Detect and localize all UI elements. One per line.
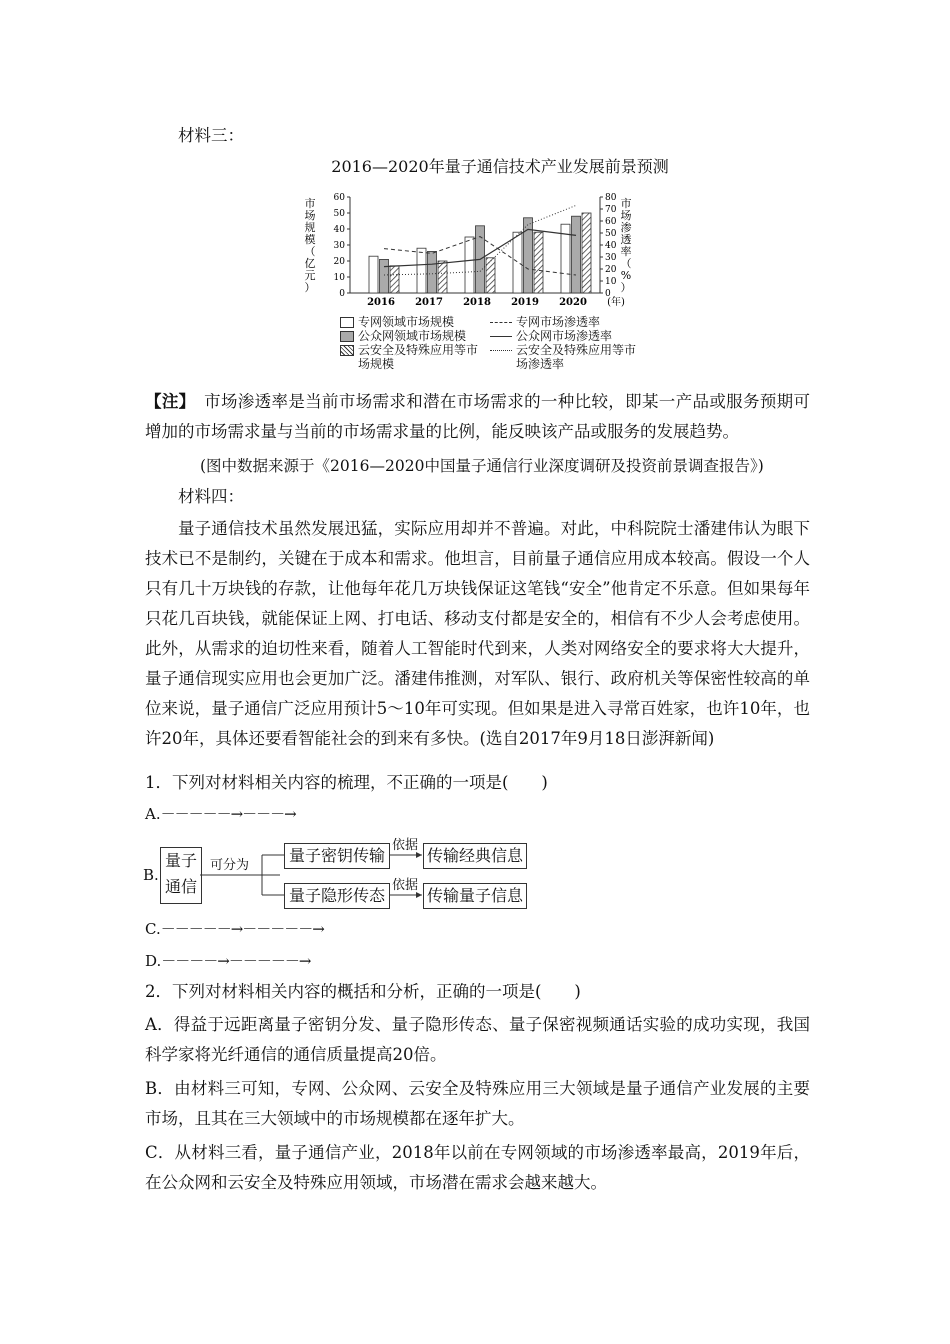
hatched-bar-swatch bbox=[340, 345, 354, 356]
right-tick-label: 60 bbox=[605, 217, 617, 227]
legend-item: 公众网领域市场规模 bbox=[340, 329, 490, 343]
diagram-root: 量子 通信 bbox=[160, 847, 202, 904]
gray-bar-swatch bbox=[340, 331, 354, 342]
left-axis-title-char: （ bbox=[304, 245, 316, 258]
dashed-line-swatch bbox=[490, 322, 512, 323]
left-axis-title-char: 亿 bbox=[304, 257, 316, 270]
right-tick-label: 30 bbox=[605, 253, 617, 263]
legend-item: 专网领域市场规模 bbox=[340, 315, 490, 329]
bar bbox=[513, 232, 522, 293]
right-tick-label: 40 bbox=[605, 241, 617, 251]
x-unit-label: (年) bbox=[607, 297, 625, 308]
option-b-label: B. bbox=[143, 866, 159, 884]
split-label: 可分为 bbox=[210, 858, 250, 873]
solid-line-swatch bbox=[490, 336, 512, 337]
right-tick-label: 10 bbox=[605, 277, 617, 287]
option-d-placeholder: －－－－→－－－－－→ bbox=[161, 952, 311, 970]
option-c-label: C. bbox=[145, 920, 161, 938]
right-axis-title-char: 市 bbox=[620, 197, 632, 210]
material4-text: 量子通信技术虽然发展迅猛，实际应用却并不普遍。对此，中科院院士潘建伟认为眼下技术已不是制约，关键在于成本和需求。他坦言，目前量子通信应用成本较高。假设一个人只有几十万块钱的存款，让他每年花几万块钱保证这笔钱“安全”他肯定不乐意。但如果每年只花几百块钱，就能保证上网、打电话、移动支付都是安全的，相信有不少人会考虑使用。此外，从需求的迫切性来看，随着人工智能时代到来，人类对网络安全的要求将大大提升，量子通信现实应用也会更加广泛。潘建伟推测，对军队、银行、政府机关等保密性较高的单位来说，量子通信广泛应用预计5～10年可实现。但如果是进入寻常百姓家，也许10年，也许20年，具体还要看智能社会的到来有多快。(选自2017年9月18日澎湃新闻) bbox=[145, 519, 810, 748]
option-c[interactable] bbox=[145, 918, 324, 939]
node-teleportation: 量子隐形传态 bbox=[284, 883, 390, 909]
material3-label: 材料三： bbox=[178, 126, 244, 145]
left-axis-title-char: 模 bbox=[304, 233, 316, 246]
target-classic: 传输经典信息 bbox=[423, 843, 527, 869]
x-tick-label: 2019 bbox=[511, 297, 539, 308]
right-axis-title-char: （ bbox=[620, 257, 632, 270]
left-tick-label: 40 bbox=[333, 225, 345, 235]
bar bbox=[534, 232, 543, 293]
question-1: 1．下列对材料相关内容的梳理，不正确的一项是( ) bbox=[145, 773, 548, 792]
q2-option-b[interactable]: B．由材料三可知，专网、公众网、云安全及特殊应用三大领域是量子通信产业发展的主要市场，且其在三大领域中的市场规模都在逐年扩大。 bbox=[145, 1079, 810, 1128]
option-a-placeholder: －－－－－→－－－→ bbox=[160, 805, 296, 823]
left-tick-label: 0 bbox=[339, 289, 345, 299]
option-d[interactable] bbox=[145, 950, 310, 971]
right-axis-title-char: 率 bbox=[620, 245, 632, 258]
chart-legend bbox=[340, 315, 640, 371]
right-tick-label: 0 bbox=[605, 289, 611, 299]
market-chart bbox=[300, 185, 640, 313]
x-tick-label: 2018 bbox=[463, 297, 491, 308]
right-axis-title-char: 场 bbox=[620, 209, 632, 222]
right-tick-label: 80 bbox=[605, 193, 617, 203]
option-c-placeholder: －－－－－→－－－－－→ bbox=[160, 920, 324, 938]
target-quantum: 传输量子信息 bbox=[423, 883, 527, 909]
left-tick-label: 60 bbox=[333, 193, 345, 203]
material4-label: 材料四： bbox=[178, 487, 244, 506]
option-d-label: D. bbox=[145, 952, 162, 970]
q2-option-a[interactable]: A．得益于远距离量子密钥分发、量子隐形传态、量子保密视频通话实验的成功实现，我国科学家将光纤通信的通信质量提高20倍。 bbox=[145, 1015, 810, 1064]
bar bbox=[465, 237, 474, 293]
bar bbox=[572, 216, 581, 293]
bar bbox=[380, 259, 389, 293]
x-tick-label: 2017 bbox=[415, 297, 443, 308]
relation-label: 依据 bbox=[392, 838, 419, 853]
note bbox=[145, 387, 810, 447]
bar bbox=[582, 213, 591, 293]
left-axis-title-char: ） bbox=[304, 281, 316, 294]
question-2: 2．下列对材料相关内容的概括和分析，正确的一项是( ) bbox=[145, 982, 581, 1001]
right-tick-label: 70 bbox=[605, 205, 617, 215]
right-axis-title-char: 渗 bbox=[620, 221, 632, 234]
bar bbox=[428, 251, 437, 293]
legend-item: 云安全及特殊应用等市场渗透率 bbox=[490, 343, 640, 371]
left-tick-label: 50 bbox=[333, 209, 345, 219]
chart-title: 2016—2020年量子通信技术产业发展前景预测 bbox=[331, 157, 669, 176]
option-a[interactable] bbox=[145, 803, 296, 824]
dotted-line-swatch bbox=[490, 350, 512, 351]
left-axis-title-char: 元 bbox=[304, 269, 316, 282]
x-tick-label: 2016 bbox=[367, 297, 395, 308]
bar bbox=[438, 261, 447, 293]
left-axis-title-char: 规 bbox=[304, 221, 316, 234]
x-tick-label: 2020 bbox=[559, 297, 587, 308]
right-axis-title-char: 透 bbox=[620, 233, 632, 246]
relation-label: 依据 bbox=[392, 878, 419, 893]
legend-item: 公众网市场渗透率 bbox=[490, 329, 640, 343]
q2-option-c[interactable]: C．从材料三看，量子通信产业，2018年以前在专网领域的市场渗透率最高，2019年后，在公众网和云安全及特殊应用领域，市场潜在需求会越来越大。 bbox=[145, 1143, 810, 1192]
legend-item: 云安全及特殊应用等市场规模 bbox=[340, 343, 490, 371]
option-a-label: A. bbox=[145, 805, 161, 823]
right-tick-label: 50 bbox=[605, 229, 617, 239]
right-tick-label: 20 bbox=[605, 265, 617, 275]
white-bar-swatch bbox=[340, 317, 354, 328]
source-line: (图中数据来源于《2016—2020中国量子通信行业深度调研及投资前景调查报告》) bbox=[200, 457, 764, 475]
left-tick-label: 10 bbox=[333, 273, 345, 283]
right-axis-title-char: % bbox=[620, 269, 632, 282]
note-tag: 【注】 bbox=[145, 392, 188, 411]
left-tick-label: 20 bbox=[333, 257, 345, 267]
bar bbox=[486, 258, 495, 293]
node-key-distribution: 量子密钥传输 bbox=[284, 843, 390, 869]
bar bbox=[417, 248, 426, 293]
left-tick-label: 30 bbox=[333, 241, 345, 251]
note-text: 市场渗透率是当前市场需求和潜在市场需求的一种比较，即某一产品或服务预期可增加的市场需求量与当前的市场需求量的比例，能反映该产品或服务的发展趋势。 bbox=[145, 392, 811, 441]
bar bbox=[369, 256, 378, 293]
left-axis-title-char: 市 bbox=[304, 197, 316, 210]
left-axis-title-char: 场 bbox=[304, 209, 316, 222]
right-axis-title-char: ） bbox=[620, 281, 632, 294]
legend-item: 专网市场渗透率 bbox=[490, 315, 640, 329]
bar bbox=[390, 266, 399, 293]
